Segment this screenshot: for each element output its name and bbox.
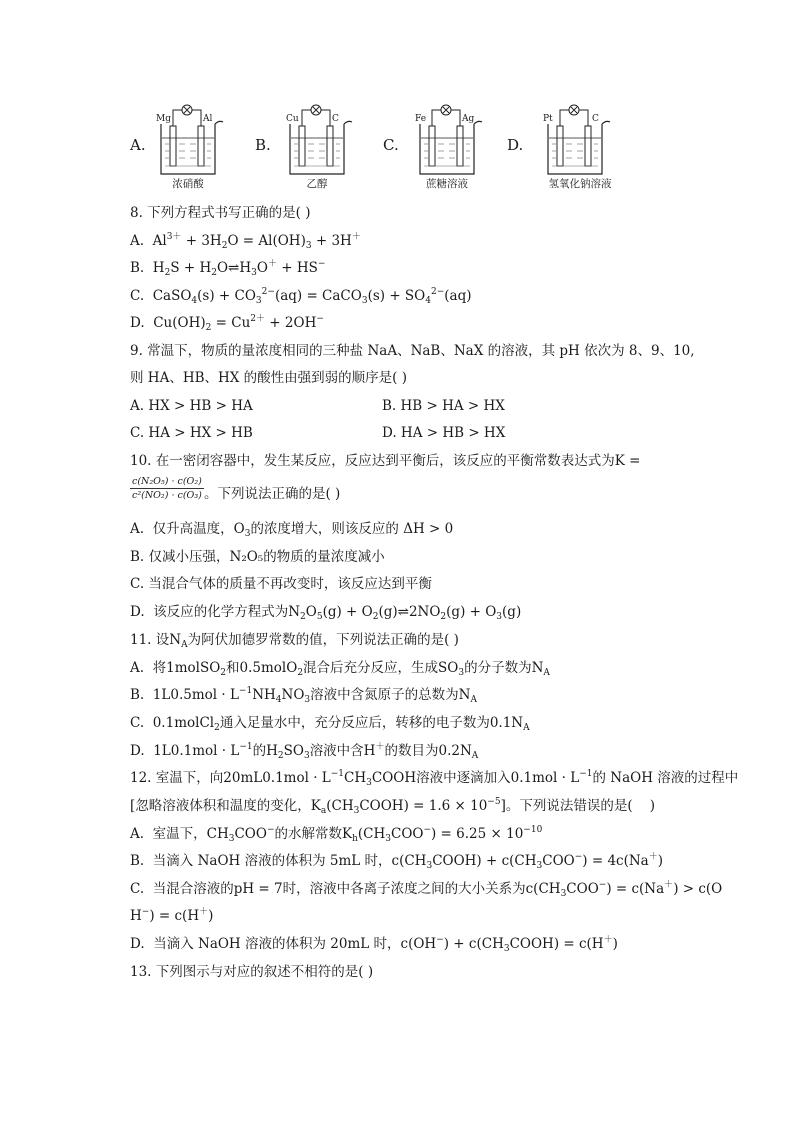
q10-stem-line2: 。下列说法正确的是( ) [204, 486, 341, 502]
q8-option-c: C. CaSO$_4$(s) + $CO_3^{2-}(aq)$ = CaCO$_3$(s) + $SO_4^{2-}(aq)$ [130, 287, 472, 306]
q8-option-b: B. $H_2S$ + $H_2O\rightleftharpoons H_3O^+ + HS^-$ [130, 259, 326, 278]
figure-b-beaker [282, 98, 382, 198]
q9-option-b: B. HB > HA > HX [382, 398, 505, 414]
figure-c-right-electrode: Ag [462, 114, 475, 124]
q10-option-d: D. 该反应的化学方程式为$N_2O_5(g)$ + $O_2(g)\rightleftharpoons 2NO_2(g) + O_3(g)$ [130, 604, 522, 622]
figure-d-right-electrode: C [592, 114, 599, 124]
q10-option-c: C. 当混合气体的质量不再改变时，该反应达到平衡 [130, 576, 432, 592]
q12-stem-c: 的 NaOH 溶液的过程中 [592, 770, 739, 786]
figure-c-caption: 蔗糖溶液 [426, 178, 468, 190]
figure-a-caption: 浓硝酸 [172, 178, 204, 190]
q10-stem-line1: 10. 在一密闭容器中，发生某反应，反应达到平衡后，该反应的平衡常数表达式为K = [130, 453, 641, 469]
figure-a-beaker [153, 98, 253, 198]
electrode-figures [0, 98, 794, 198]
q12-option-c-line1: C. 当混合溶液的pH = 7时，溶液中各离子浓度之间的大小关系为$c(CH_3COO^-) = c(Na^+) > c(O$ [130, 880, 723, 899]
q12-option-a: A. 室温下，$CH_3COO^-$的水解常数$K_h(CH_3COO^-) = 6.25 \times 10^{-10}$ [130, 825, 543, 844]
q8-a-label: A. [130, 233, 145, 249]
galvanic-cell-icon [412, 98, 512, 178]
q9-stem-line1: 9. 常温下，物质的量浓度相同的三种盐 NaA、NaB、NaX 的溶液，其 pH 依次为 8、9、10, [130, 343, 695, 359]
q12-option-c-line2: H−) = c(H＋) [130, 907, 214, 924]
q9-option-d: D. HA > HB > HX [382, 425, 506, 441]
figure-d-caption: 氢氧化钠溶液 [548, 178, 612, 190]
q11-option-d: D. $1L0.1mol \cdot L^{-1}$的$H_2SO_3$溶液中含H＋的数目为$0.2N_A$ [130, 742, 479, 761]
figure-d-letter: D. [507, 136, 524, 154]
q11-stem [130, 631, 459, 649]
q11-stem-rest: 为阿伏加德罗常数的值，下列说法正确的是( ) [187, 632, 459, 648]
q12-option-d: D. 当滴入 NaOH 溶液的体积为 20mL 时，$c(OH^-) + c(CH_3COOH) = c(H^+)$ [130, 935, 618, 954]
q9-option-a: A. HX > HB > HA [130, 398, 253, 414]
q12-stem-line1: 12. 室温下，向$20mL0.1mol \cdot L^{-1}CH_3COOH$溶液中逐滴加入$0.1mol \cdot L^{-1}$的 NaOH 溶液的过程中 [130, 769, 739, 788]
figure-d-beaker [540, 98, 640, 198]
figure-b-right-electrode: C [332, 114, 339, 124]
figure-d-left-electrode: Pt [543, 114, 553, 124]
galvanic-cell-icon [153, 98, 253, 178]
q11-option-a: A. 将1molSO$_2$和0.5molO$_2$混合后充分反应，生成$SO_3$的分子数为$N_A$ [130, 660, 550, 678]
figure-c-letter: C. [383, 136, 399, 154]
figure-b-left-electrode: Cu [286, 114, 299, 124]
q12-option-b: B. 当滴入 NaOH 溶液的体积为 5mL 时，$c(CH_3COOH) + c(CH_3COO^-) = 4c(Na^+)$ [130, 852, 664, 871]
q9-option-c: C. HA > HX > HB [130, 425, 253, 441]
q8-option-a: A. $Al^{3+} + 3H_2O = Al(OH)_3 + 3H^+$ [130, 232, 361, 251]
figure-a-letter: A. [130, 136, 146, 154]
q8-c-label: C. [130, 288, 145, 304]
q8-d-label: D. [130, 315, 145, 331]
figure-c-left-electrode: Fe [415, 114, 427, 124]
q13-stem: 13. 下列图示与对应的叙述不相符的是( ) [130, 964, 374, 980]
q12-stem-b: 溶液中逐滴加入0.1mol · L [416, 770, 580, 786]
equilibrium-constant-fraction [130, 476, 204, 501]
figure-c-beaker [412, 98, 512, 198]
figure-b-letter: B. [255, 136, 271, 154]
galvanic-cell-icon [540, 98, 640, 178]
q11-option-b: B. $1L0.5mol \cdot L^{-1}NH_4NO_3$溶液中含氮原子的总数为$N_A$ [130, 686, 477, 705]
fraction-numerator: c(N₂O₅) · c(O₂) [132, 476, 202, 487]
q11-option-c: C. 0.1molCl$_2$通入足量水中，充分反应后，转移的电子数为$0.1N_A$ [130, 715, 530, 733]
q10-option-a: A. 仅升高温度，$O_3$的浓度增大，则该反应的 ΔH > 0 [130, 521, 454, 539]
galvanic-cell-icon [282, 98, 382, 178]
q12-stem-line2: [忽略溶液体积和温度的变化，$K_a(CH_3COOH) = 1.6 \times 10^{-5}$]。下列说法错误的是( ) [130, 797, 656, 816]
q12-stem-a: 12. 室温下，向20mL0.1mol · L [130, 770, 331, 786]
figure-a-left-electrode: Mg [156, 114, 171, 124]
q8-b-label: B. [130, 260, 145, 276]
q11-stem-sub: A [181, 640, 188, 650]
q10-option-b: B. 仅减小压强，N₂O₅的物质的量浓度减小 [130, 549, 385, 565]
q11-stem-a: 11. 设N [130, 632, 182, 648]
q8-stem: 8. 下列方程式书写正确的是( ) [130, 205, 311, 221]
figure-a-right-electrode: Al [203, 114, 213, 124]
fraction-denominator: c²(NO₂) · c(O₃) [132, 490, 202, 501]
figure-b-caption: 乙醇 [306, 178, 328, 190]
q9-stem-line2: 则 HA、HB、HX 的酸性由强到弱的顺序是( ) [130, 370, 408, 386]
q8-option-d: D. $Cu(OH)_2 = Cu^{2+} + 2OH^-$ [130, 314, 324, 333]
